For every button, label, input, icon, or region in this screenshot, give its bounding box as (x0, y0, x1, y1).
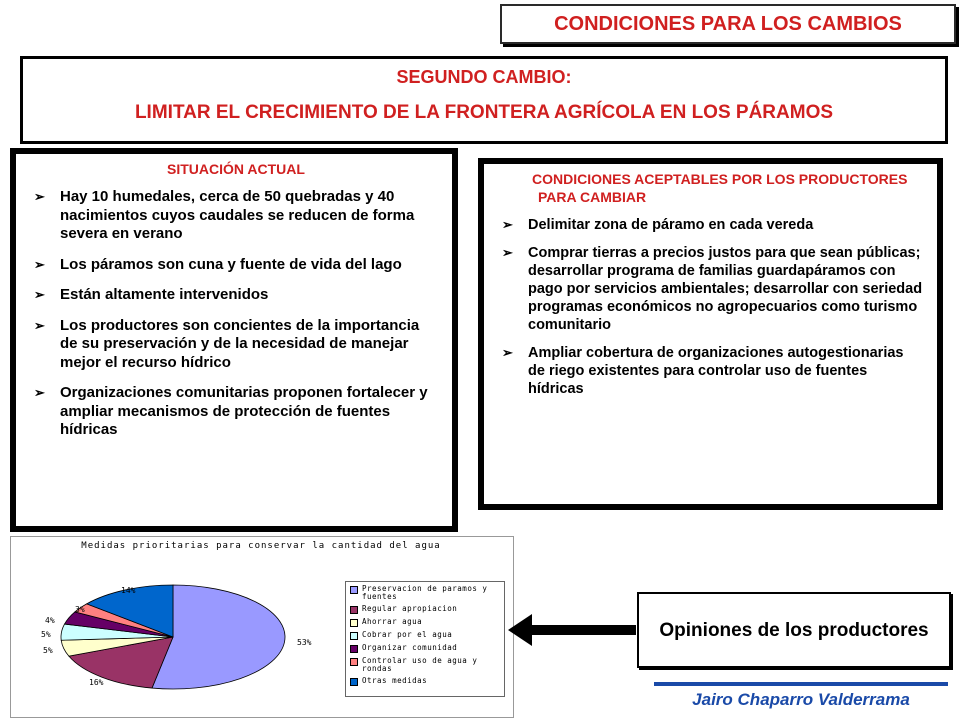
pie-slice-label: 5% (41, 630, 51, 639)
pie-chart (10, 536, 514, 718)
subtitle-box (20, 56, 948, 144)
arrow-bullet-icon: ➢ (34, 189, 45, 204)
list-item-text: Delimitar zona de páramo en cada vereda (528, 217, 814, 233)
subtitle-line2: LIMITAR EL CRECIMIENTO DE LA FRONTERA AGRÍCOLA EN LOS PÁRAMOS (134, 102, 834, 123)
list-item (502, 344, 923, 398)
list-item-text: Comprar tierras a precios justos para que sean públicas; desarrollar programa de familias guardapáramos con pago por servicios ambientales; desarrollar con seriedad programas económicos no agropecuarios como turismo comunitario (528, 245, 923, 333)
legend-item (350, 631, 501, 640)
list-item (502, 244, 923, 334)
situacion-title: SITUACIÓN ACTUAL (167, 161, 305, 177)
pie-slice-label: 14% (121, 586, 136, 595)
pie-slice-label: 16% (89, 678, 104, 687)
legend-label: Ahorrar agua (362, 617, 423, 626)
legend-swatch (350, 632, 358, 640)
list-item (502, 216, 923, 234)
list-item-text: Los páramos son cuna y fuente de vida del lago (60, 255, 402, 273)
list-item (34, 256, 438, 275)
list-item-text: Están altamente intervenidos (60, 286, 269, 303)
arrow-bullet-icon: ➢ (502, 345, 513, 360)
legend-label: Organizar comunidad (362, 643, 458, 652)
list-item-text: Ampliar cobertura de organizaciones autogestionarias de riego existentes para controlar uso de fuentes hídricas (528, 345, 904, 397)
legend-swatch (350, 645, 358, 653)
legend-swatch (350, 586, 358, 594)
pie-slice-label: 53% (297, 638, 312, 647)
pie-svg (11, 537, 341, 717)
situacion-list (34, 188, 438, 440)
condiciones-list (502, 216, 923, 398)
arrow-bullet-icon: ➢ (34, 385, 45, 400)
list-item (34, 188, 438, 244)
list-item (34, 286, 438, 305)
pie-slice-label: 3% (75, 605, 85, 614)
legend-item (350, 677, 501, 686)
arrow-bullet-icon: ➢ (34, 287, 45, 302)
legend-swatch (350, 606, 358, 614)
left-arrow-icon (508, 612, 638, 648)
legend-item (350, 585, 501, 601)
arrow-bullet-icon: ➢ (34, 256, 45, 272)
list-item (34, 384, 438, 440)
arrow-bullet-icon: ➢ (34, 317, 45, 333)
condiciones-title: CONDICIONES ACEPTABLES POR LOS PRODUCTORES PARA CAMBIAR (532, 171, 908, 205)
legend-label: Otras medidas (362, 676, 428, 685)
situacion-actual-panel (10, 148, 458, 532)
pie-slice-label: 5% (43, 646, 53, 655)
arrow-bullet-icon: ➢ (502, 217, 513, 232)
legend-swatch (350, 678, 358, 686)
condiciones-panel (478, 158, 943, 510)
page-title: CONDICIONES PARA LOS CAMBIOS (500, 4, 956, 44)
author-name: Jairo Chaparro Valderrama (654, 682, 948, 710)
subtitle-line1: SEGUNDO CAMBIO: (396, 67, 572, 87)
list-item-text: Organizaciones comunitarias proponen fortalecer y ampliar mecanismos de protección de fuentes hídricas (60, 384, 428, 438)
legend-label: Cobrar por el agua (362, 630, 453, 639)
chart-legend (345, 581, 505, 697)
legend-item (350, 618, 501, 627)
legend-item (350, 644, 501, 653)
chart-title: Medidas prioritarias para conservar la cantidad del agua (81, 541, 441, 551)
legend-label: Regular apropiacion (362, 604, 458, 613)
legend-label: Preservacion de paramos y fuentes (362, 584, 488, 601)
legend-item (350, 657, 501, 673)
list-item (34, 317, 438, 373)
legend-label: Controlar uso de agua y rondas (362, 656, 478, 673)
arrow-bullet-icon: ➢ (502, 245, 513, 260)
list-item-text: Los productores son concientes de la importancia de su preservación y de la necesidad de manejar mejor el recurso hídrico (60, 316, 420, 371)
legend-swatch (350, 619, 358, 627)
pie-slice-label: 4% (45, 616, 55, 625)
legend-swatch (350, 658, 358, 666)
list-item-text: Hay 10 humedales, cerca de 50 quebradas y 40 nacimientos cuyos caudales se reducen de forma severa en verano (60, 188, 415, 242)
opinion-label: Opiniones de los productores (637, 592, 951, 668)
legend-item (350, 605, 501, 614)
